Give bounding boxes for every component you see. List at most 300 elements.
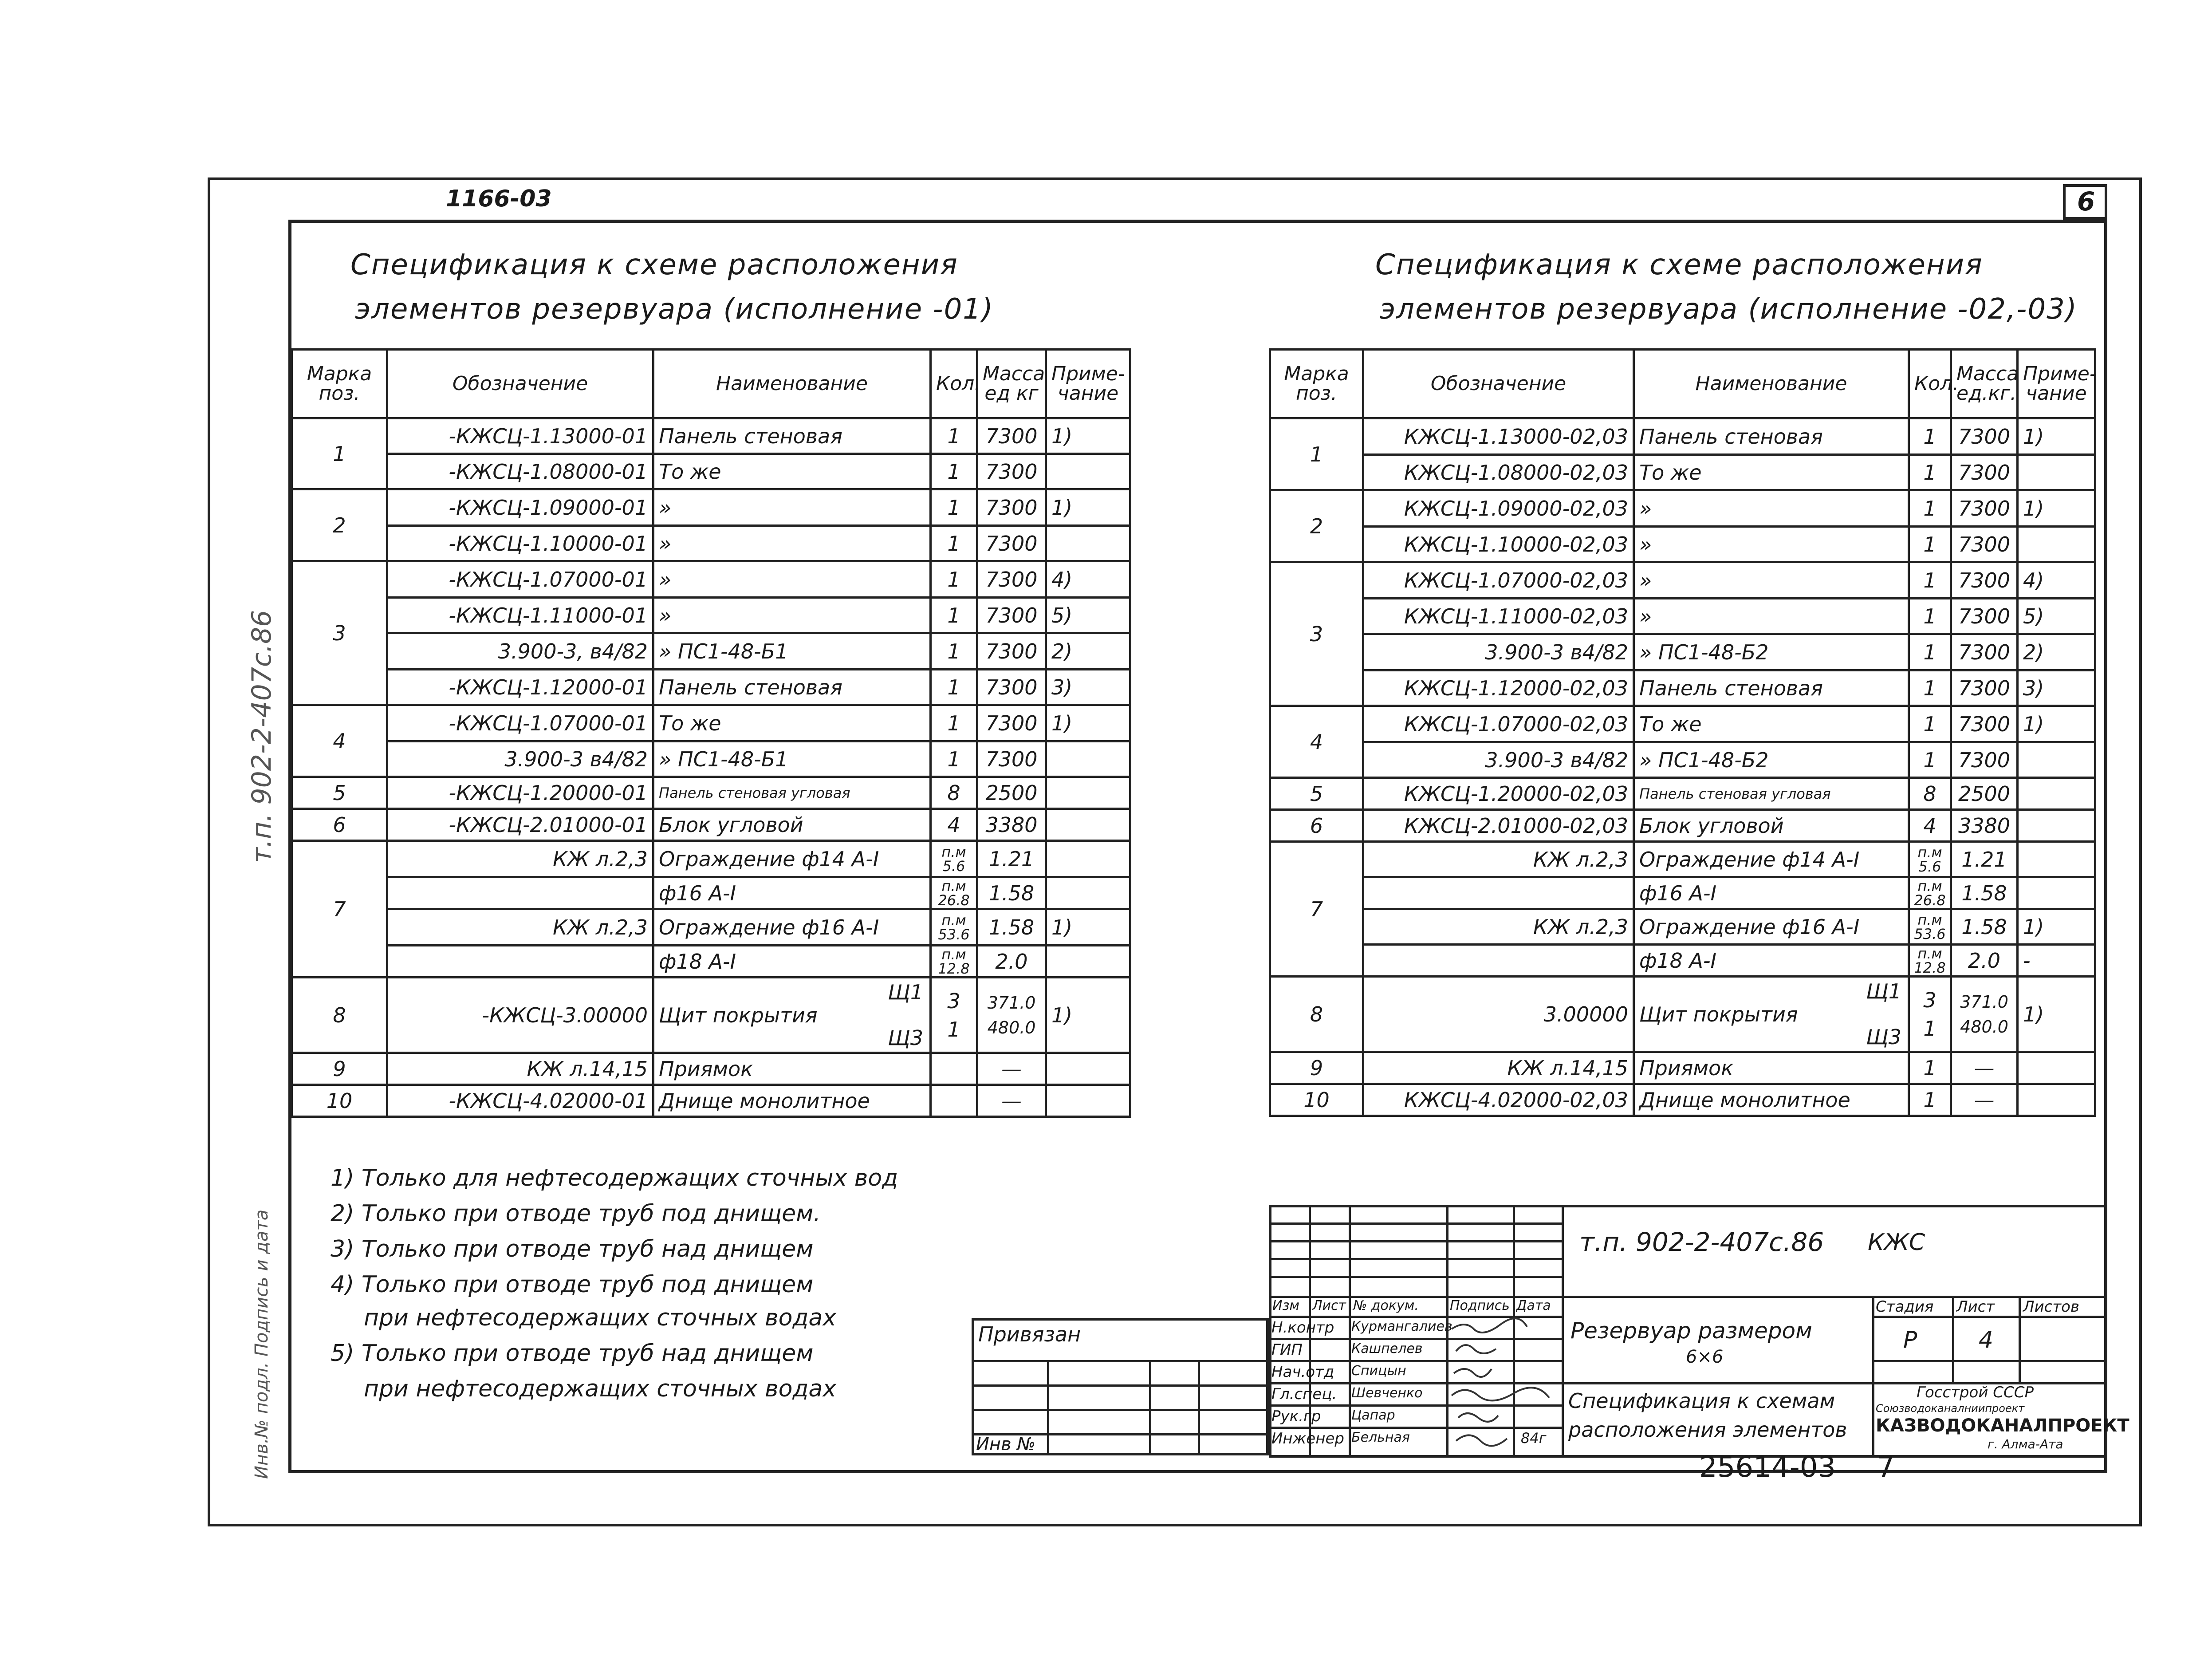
cell-qty: 1	[1909, 1084, 1951, 1116]
col-date: Дата	[1516, 1298, 1551, 1313]
cell-name: Ограждение ф16 А-I	[1634, 909, 1909, 945]
header-pos: Марка поз.	[1270, 350, 1363, 418]
role-2-name: Кашпелев	[1351, 1341, 1423, 1356]
cell-name	[1634, 977, 1909, 1052]
cell-name	[653, 978, 931, 1053]
stamp-stage: Р	[1903, 1327, 1917, 1353]
cell-pos: 10	[292, 1085, 387, 1117]
note-5-cont: при нефтесодержащих сточных водах	[364, 1376, 837, 1402]
left-spec-table	[291, 348, 1131, 1118]
stamp-sheet-title-1: Спецификация к схемам	[1568, 1389, 1835, 1413]
cell-designation: 3.00000	[1363, 977, 1634, 1052]
cell-qty	[1909, 977, 1951, 1052]
cell-mass: 7300	[1951, 418, 2018, 455]
cell-mass	[977, 978, 1046, 1053]
cell-name: »	[1634, 599, 1909, 634]
cell-name: » ПС1-48-Б2	[1634, 742, 1909, 778]
table-row	[1270, 977, 2095, 1052]
cell-pos: 2	[1270, 490, 1363, 562]
header-mass: Масса ед.кг.	[1951, 350, 2018, 418]
cell-name: ф18 А-I	[653, 946, 931, 978]
table-row	[292, 670, 1130, 705]
cell-name: »	[653, 561, 931, 598]
cell-designation: КЖСЦ-1.07000-02,03	[1363, 562, 1634, 599]
cell-note	[1046, 877, 1130, 909]
role-4-name: Шевченко	[1351, 1385, 1423, 1401]
role-6: Инженер	[1271, 1430, 1344, 1447]
cell-qty: 8	[1909, 778, 1951, 810]
cell-pos: 4	[1270, 706, 1363, 778]
cell-pos: 1	[1270, 418, 1363, 490]
cell-designation: КЖСЦ-1.08000-02,03	[1363, 455, 1634, 490]
note-4: 4) Только при отводе труб под днищем	[331, 1271, 814, 1298]
stamp-sheet-title-2: расположения элементов	[1568, 1418, 1847, 1442]
cell-designation: -КЖСЦ-1.11000-01	[387, 598, 653, 633]
side-strip-label: Инв.№ подл. Подпись и дата	[252, 1209, 272, 1479]
cell-designation: КЖСЦ-1.13000-02,03	[1363, 418, 1634, 455]
table-row	[1270, 778, 2095, 810]
cell-name: То же	[1634, 706, 1909, 742]
binding-label: Привязан	[978, 1322, 1081, 1346]
cell-name: Панель стеновая	[653, 670, 931, 705]
cell-qty: 1	[931, 598, 977, 633]
cell-mass	[1951, 977, 2018, 1052]
cell-designation	[1363, 945, 1634, 977]
stamp-date: 84г	[1521, 1430, 1547, 1447]
header-mass: Масса ед кг	[977, 350, 1046, 418]
cell-designation: КЖСЦ-4.02000-02,03	[1363, 1084, 1634, 1116]
cell-qty: 4	[931, 809, 977, 841]
cell-name: Приямок	[653, 1053, 931, 1085]
header-qty: Кол.	[1909, 350, 1951, 418]
cell-qty: п.м 53.6	[931, 909, 977, 946]
cell-name: ф16 А-I	[653, 877, 931, 909]
cell-mass: 1.58	[1951, 877, 2018, 909]
cell-note: 1)	[2018, 977, 2095, 1052]
cell-pos: 7	[292, 841, 387, 978]
header-designation: Обозначение	[1363, 350, 1634, 418]
table-row	[292, 598, 1130, 633]
cell-designation: КЖСЦ-1.09000-02,03	[1363, 490, 1634, 527]
cell-mass-2: 480.0	[987, 1017, 1036, 1037]
table-row	[1270, 842, 2095, 877]
cell-note	[2018, 455, 2095, 490]
cell-designation	[1363, 877, 1634, 909]
right-spec-title-1: Спецификация к схеме расположения	[1375, 248, 1983, 281]
table-row	[292, 877, 1130, 909]
cell-note: -	[2018, 945, 2095, 977]
cell-mass: 7300	[977, 741, 1046, 777]
cell-mass: 7300	[1951, 742, 2018, 778]
cell-mass: —	[1951, 1052, 2018, 1084]
cell-note	[2018, 842, 2095, 877]
cell-mass: 2.0	[1951, 945, 2018, 977]
cell-note: 1)	[1046, 705, 1130, 741]
table-row	[1270, 909, 2095, 945]
cell-note: 3)	[2018, 670, 2095, 706]
cell-name-sub2: Щ3	[888, 1026, 923, 1050]
cell-note: 1)	[1046, 978, 1130, 1053]
cell-note	[2018, 1084, 2095, 1116]
cell-qty: 1	[1909, 418, 1951, 455]
col-sign: Подпись	[1450, 1298, 1510, 1313]
cell-mass-1: 371.0	[1960, 992, 2008, 1012]
note-5: 5) Только при отводе труб над днищем	[331, 1340, 814, 1367]
note-2: 2) Только при отводе труб под днищем.	[331, 1200, 821, 1227]
cell-mass: 1.21	[977, 841, 1046, 877]
cell-pos: 1	[292, 418, 387, 489]
table-row	[292, 705, 1130, 741]
cell-designation: КЖСЦ-2.01000-02,03	[1363, 810, 1634, 842]
inv-label: Инв №	[976, 1434, 1035, 1455]
cell-mass: 7300	[1951, 599, 2018, 634]
cell-pos: 8	[292, 978, 387, 1053]
table-row	[292, 909, 1130, 946]
role-3-name: Спицын	[1351, 1363, 1406, 1379]
stamp-org-4: г. Алма-Ата	[1988, 1437, 2063, 1451]
cell-qty: 1	[931, 418, 977, 454]
cell-name: Панель стеновая	[1634, 418, 1909, 455]
cell-note	[2018, 742, 2095, 778]
table-row	[1270, 599, 2095, 634]
cell-qty: 1	[1909, 599, 1951, 634]
cell-pos: 8	[1270, 977, 1363, 1052]
cell-qty: 8	[931, 777, 977, 809]
cell-designation: -КЖСЦ-1.09000-01	[387, 489, 653, 526]
cell-pos: 3	[1270, 562, 1363, 706]
role-3: Нач.отд	[1271, 1363, 1334, 1381]
cell-mass: 7300	[977, 489, 1046, 526]
table-row	[292, 633, 1130, 670]
cell-qty: 1	[1909, 742, 1951, 778]
cell-name: »	[653, 598, 931, 633]
stamp-sheet: 4	[1979, 1327, 1994, 1353]
cell-mass: —	[1951, 1084, 2018, 1116]
cell-mass: —	[977, 1053, 1046, 1085]
right-spec-title-2: элементов резервуара (исполнение -02,-03)	[1380, 293, 2078, 326]
cell-name-text: Щит покрытия	[1639, 1002, 1798, 1026]
header-qty: Кол.	[931, 350, 977, 418]
cell-designation: -КЖСЦ-1.12000-01	[387, 670, 653, 705]
cell-qty: п.м 53.6	[1909, 909, 1951, 945]
header-pos: Марка поз.	[292, 350, 387, 418]
table-row	[292, 809, 1130, 841]
cell-designation: КЖСЦ-1.12000-02,03	[1363, 670, 1634, 706]
cell-designation: -КЖСЦ-1.10000-01	[387, 526, 653, 561]
cell-pos: 2	[292, 489, 387, 561]
cell-mass: 7300	[977, 561, 1046, 598]
table-row	[1270, 490, 2095, 527]
cell-name: Блок угловой	[653, 809, 931, 841]
table-row	[1270, 810, 2095, 842]
page-number: 6	[2077, 186, 2095, 217]
table-row	[292, 946, 1130, 978]
header-note: Приме-чание	[2018, 350, 2095, 418]
cell-qty-2: 1	[1923, 1016, 1936, 1041]
cell-name: Панель стеновая угловая	[653, 777, 931, 809]
cell-note: 1)	[1046, 418, 1130, 454]
cell-name-sub1: Щ1	[888, 980, 923, 1004]
cell-note	[1046, 946, 1130, 978]
side-strip	[240, 248, 279, 1479]
cell-pos: 5	[292, 777, 387, 809]
role-2: ГИП	[1271, 1341, 1303, 1359]
cell-designation: -КЖСЦ-4.02000-01	[387, 1085, 653, 1117]
cell-qty: 1	[931, 670, 977, 705]
cell-name: »	[1634, 527, 1909, 562]
cell-designation: КЖСЦ-1.20000-02,03	[1363, 778, 1634, 810]
stamp-org-3: КАЗВОДОКАНАЛПРОЕКТ	[1876, 1416, 2129, 1436]
cell-mass: 7300	[1951, 490, 2018, 527]
cell-qty-2: 1	[947, 1017, 960, 1041]
left-spec-title-2: элементов резервуара (исполнение -01)	[355, 293, 994, 326]
cell-qty: 1	[1909, 634, 1951, 670]
table-row	[292, 777, 1130, 809]
cell-qty: 1	[1909, 706, 1951, 742]
cell-designation: КЖ л.14,15	[387, 1053, 653, 1085]
cell-name: »	[1634, 562, 1909, 599]
col-doc: № докум.	[1353, 1298, 1419, 1313]
cell-designation: КЖ л.2,3	[387, 841, 653, 877]
stamp-doc-mark: КЖС	[1868, 1229, 1925, 1256]
cell-name: Днище монолитное	[653, 1085, 931, 1117]
cell-mass: 1.58	[977, 909, 1046, 946]
cell-name: То же	[1634, 455, 1909, 490]
col-list: Лист	[1312, 1298, 1346, 1313]
cell-note: 5)	[2018, 599, 2095, 634]
table-row	[1270, 1052, 2095, 1084]
cell-pos: 4	[292, 705, 387, 777]
cell-note: 1)	[1046, 489, 1130, 526]
cell-designation: -КЖСЦ-1.13000-01	[387, 418, 653, 454]
role-1-name: Курмангалиев	[1351, 1319, 1452, 1334]
cell-qty: 1	[931, 526, 977, 561]
cell-name-text: Щит покрытия	[659, 1003, 818, 1027]
header-name: Наименование	[1634, 350, 1909, 418]
cell-name: » ПС1-48-Б2	[1634, 634, 1909, 670]
cell-name: То же	[653, 705, 931, 741]
bottom-page: 7	[1877, 1451, 1895, 1484]
role-4: Гл.спец.	[1271, 1385, 1337, 1403]
cell-mass: 7300	[977, 598, 1046, 633]
cell-name: То же	[653, 454, 931, 489]
table-row	[292, 454, 1130, 489]
cell-name: » ПС1-48-Б1	[653, 633, 931, 670]
cell-designation	[387, 877, 653, 909]
table-row	[1270, 742, 2095, 778]
bottom-number: 25614-03	[1699, 1451, 1836, 1484]
cell-qty: 1	[1909, 490, 1951, 527]
cell-qty	[931, 1085, 977, 1117]
cell-qty: 1	[931, 454, 977, 489]
cell-qty: п.м 5.6	[1909, 842, 1951, 877]
cell-qty-1: 3	[1923, 988, 1936, 1012]
cell-note	[1046, 526, 1130, 561]
cell-note	[2018, 778, 2095, 810]
cell-designation: -КЖСЦ-1.08000-01	[387, 454, 653, 489]
cell-designation: КЖСЦ-1.11000-02,03	[1363, 599, 1634, 634]
cell-note: 3)	[1046, 670, 1130, 705]
cell-name-sub1: Щ1	[1866, 979, 1901, 1003]
cell-mass: 7300	[977, 454, 1046, 489]
cell-qty: 1	[1909, 670, 1951, 706]
cell-mass: 7300	[1951, 527, 2018, 562]
cell-name: Блок угловой	[1634, 810, 1909, 842]
table-row	[292, 741, 1130, 777]
cell-designation: 3.900-3 в4/82	[1363, 634, 1634, 670]
cell-mass: —	[977, 1085, 1046, 1117]
cell-qty: 1	[931, 741, 977, 777]
note-4-cont: при нефтесодержащих сточных водах	[364, 1305, 837, 1331]
cell-designation: -КЖСЦ-3.00000	[387, 978, 653, 1053]
cell-name: Ограждение ф16 А-I	[653, 909, 931, 946]
cell-mass: 7300	[977, 705, 1046, 741]
table-row	[1270, 455, 2095, 490]
stamp-stage-label: Стадия	[1876, 1298, 1934, 1316]
table-row	[1270, 877, 2095, 909]
stamp-object-1: Резервуар размером	[1570, 1318, 1812, 1344]
role-5-name: Цапар	[1351, 1408, 1395, 1423]
table-row	[1270, 634, 2095, 670]
cell-designation: КЖ л.2,3	[387, 909, 653, 946]
cell-mass: 2500	[977, 777, 1046, 809]
cell-pos: 7	[1270, 842, 1363, 977]
cell-mass: 3380	[977, 809, 1046, 841]
cell-note: 2)	[2018, 634, 2095, 670]
table-row	[292, 1053, 1130, 1085]
cell-name: ф16 А-I	[1634, 877, 1909, 909]
stamp-doc-code: т.п. 902-2-407с.86	[1579, 1227, 1824, 1257]
cell-name: Днище монолитное	[1634, 1084, 1909, 1116]
cell-note: 1)	[2018, 706, 2095, 742]
cell-qty: 1	[931, 561, 977, 598]
cell-qty: п.м 12.8	[931, 946, 977, 978]
cell-mass-2: 480.0	[1960, 1017, 2008, 1037]
cell-designation: КЖ л.14,15	[1363, 1052, 1634, 1084]
cell-designation: КЖ л.2,3	[1363, 909, 1634, 945]
col-izm: Изм	[1272, 1298, 1300, 1313]
cell-note: 1)	[1046, 909, 1130, 946]
cell-qty: 1	[1909, 455, 1951, 490]
cell-qty: п.м 26.8	[931, 877, 977, 909]
stamp-org-1: Госстрой СССР	[1917, 1384, 2034, 1401]
table-row	[1270, 706, 2095, 742]
cell-qty: 1	[1909, 562, 1951, 599]
cell-note	[2018, 877, 2095, 909]
role-5: Рук.гр	[1271, 1408, 1321, 1425]
cell-note	[1046, 777, 1130, 809]
cell-note: 5)	[1046, 598, 1130, 633]
cell-pos: 9	[292, 1053, 387, 1085]
cell-note	[2018, 527, 2095, 562]
table-row	[1270, 945, 2095, 977]
table-row	[1270, 562, 2095, 599]
cell-mass: 7300	[1951, 455, 2018, 490]
cell-mass: 7300	[1951, 670, 2018, 706]
cell-mass: 7300	[977, 633, 1046, 670]
table-row	[1270, 418, 2095, 455]
cell-qty: п.м 5.6	[931, 841, 977, 877]
cell-mass: 7300	[1951, 562, 2018, 599]
note-1: 1) Только для нефтесодержащих сточных вод	[331, 1165, 898, 1191]
cell-pos: 9	[1270, 1052, 1363, 1084]
cell-pos: 3	[292, 561, 387, 705]
cell-designation: -КЖСЦ-1.07000-01	[387, 561, 653, 598]
cell-name: Панель стеновая	[653, 418, 931, 454]
cell-mass: 3380	[1951, 810, 2018, 842]
cell-name: »	[653, 526, 931, 561]
cell-qty: 1	[1909, 527, 1951, 562]
signatures	[1447, 1316, 1558, 1458]
table-row	[292, 841, 1130, 877]
stamp-object-2: 6×6	[1686, 1347, 1724, 1367]
stamp-org-2: Союзводоканалниипроект	[1876, 1402, 2025, 1415]
cell-note	[2018, 810, 2095, 842]
table-row	[292, 561, 1130, 598]
cell-qty	[931, 1053, 977, 1085]
cell-note	[2018, 1052, 2095, 1084]
cell-qty: 4	[1909, 810, 1951, 842]
table-row	[292, 489, 1130, 526]
cell-note: 2)	[1046, 633, 1130, 670]
cell-note	[1046, 841, 1130, 877]
cell-mass: 7300	[977, 526, 1046, 561]
cell-qty: 1	[1909, 1052, 1951, 1084]
cell-mass: 7300	[977, 670, 1046, 705]
cell-mass: 1.58	[977, 877, 1046, 909]
cell-name: »	[1634, 490, 1909, 527]
table-row	[1270, 527, 2095, 562]
cell-note: 1)	[2018, 490, 2095, 527]
cell-pos: 6	[292, 809, 387, 841]
cell-pos: 5	[1270, 778, 1363, 810]
cell-designation	[387, 946, 653, 978]
cell-designation: -КЖСЦ-1.07000-01	[387, 705, 653, 741]
cell-name: ф18 А-I	[1634, 945, 1909, 977]
cell-note	[1046, 1085, 1130, 1117]
cell-note: 1)	[2018, 909, 2095, 945]
cell-name: Приямок	[1634, 1052, 1909, 1084]
note-3: 3) Только при отводе труб над днищем	[331, 1236, 814, 1262]
cell-designation: 3.900-3, в4/82	[387, 633, 653, 670]
table-row	[1270, 1084, 2095, 1116]
cell-qty: 1	[931, 633, 977, 670]
cell-qty: п.м 12.8	[1909, 945, 1951, 977]
cell-note	[1046, 741, 1130, 777]
cell-mass: 7300	[977, 418, 1046, 454]
header-designation: Обозначение	[387, 350, 653, 418]
cell-qty: 1	[931, 489, 977, 526]
cell-note: 4)	[2018, 562, 2095, 599]
cell-mass: 1.58	[1951, 909, 2018, 945]
table-row	[292, 978, 1130, 1053]
stamp-sheet-label: Лист	[1956, 1298, 1995, 1316]
header-note: Приме-чание	[1046, 350, 1130, 418]
cell-mass: 1.21	[1951, 842, 2018, 877]
stamp-sheets-label: Листов	[2023, 1298, 2080, 1316]
table-row	[1270, 670, 2095, 706]
table-row	[292, 1085, 1130, 1117]
right-spec-table	[1269, 348, 2096, 1117]
cell-note	[1046, 454, 1130, 489]
cell-note	[1046, 1053, 1130, 1085]
cell-designation: -КЖСЦ-1.20000-01	[387, 777, 653, 809]
cell-qty: 1	[931, 705, 977, 741]
cell-designation: -КЖСЦ-2.01000-01	[387, 809, 653, 841]
cell-pos: 10	[1270, 1084, 1363, 1116]
left-spec-title-1: Спецификация к схеме расположения	[350, 248, 958, 281]
cell-qty-1: 3	[947, 989, 960, 1013]
